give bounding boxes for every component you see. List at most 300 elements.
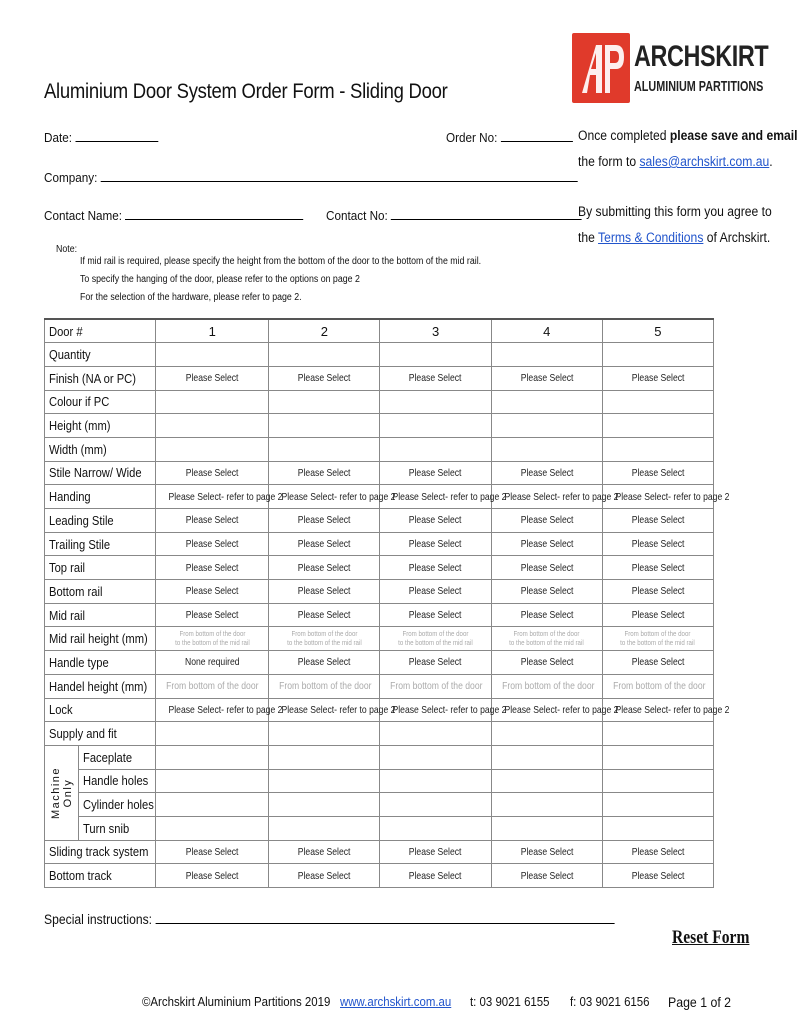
row-label-height: [45, 414, 156, 438]
cell-bottom-1[interactable]: [156, 580, 269, 604]
cell-quantity-1[interactable]: [156, 343, 269, 367]
footer-page-number: Page 1 of 2: [668, 994, 732, 1010]
cell-track-3[interactable]: [380, 840, 491, 864]
table-row: [45, 722, 714, 746]
cell-width-2[interactable]: [269, 437, 380, 461]
footer-fax: f: 03 9021 6156: [570, 994, 650, 1009]
machine-only-line2: Only: [61, 778, 74, 808]
cell-handleh-3[interactable]: [380, 674, 491, 698]
table-row: [45, 390, 714, 414]
footer-copyright: ©Archskirt Aluminium Partitions 2019: [142, 994, 331, 1009]
cell-quantity-3[interactable]: [380, 343, 491, 367]
row-label-finish: [45, 366, 156, 390]
cell-stile-5[interactable]: [602, 461, 713, 485]
contact-name-field[interactable]: [44, 208, 303, 223]
cell-value: Please Select: [409, 514, 462, 527]
cell-top-2[interactable]: [269, 556, 380, 580]
cell-height-5[interactable]: [602, 414, 713, 438]
cell-btrack-1[interactable]: [156, 864, 269, 888]
cell-value: Please Select: [631, 372, 685, 385]
cell-supply-2[interactable]: [269, 722, 380, 746]
cell-value: Please Select: [631, 538, 685, 551]
submit-instructions: Once completed please save and email the form to sales@archskirt.com.au.: [578, 128, 798, 169]
order-no-input[interactable]: [501, 130, 573, 142]
row-label-leading: [45, 509, 156, 533]
cell-height-2[interactable]: [269, 414, 380, 438]
cell-handleholes-3[interactable]: [380, 769, 491, 793]
cell-value: Please Select- refer to page 2: [615, 703, 730, 716]
row-label-text: Faceplate: [83, 749, 133, 765]
mid-rail-hint-line2: to the bottom of the mid rail: [620, 638, 696, 648]
cell-value: Please Select: [298, 561, 351, 574]
cell-mid-4[interactable]: [491, 603, 602, 627]
row-label-text: Leading Stile: [49, 512, 114, 528]
cell-finish-4[interactable]: [491, 366, 602, 390]
cell-handleholes-2[interactable]: [269, 769, 380, 793]
row-label-supply: [45, 722, 156, 746]
table-row: [45, 840, 714, 864]
cell-midh-3[interactable]: [380, 627, 491, 651]
cell-value: Please Select: [298, 585, 351, 598]
row-label-text: Height (mm): [49, 418, 111, 434]
cell-btrack-4[interactable]: [491, 864, 602, 888]
cell-width-5[interactable]: [602, 437, 713, 461]
cell-lock-5[interactable]: [602, 698, 730, 722]
cell-lock-2[interactable]: [269, 698, 396, 722]
cell-value: Please Select: [298, 609, 351, 622]
cell-mid-3[interactable]: [380, 603, 491, 627]
cell-handing-5[interactable]: [602, 485, 730, 509]
cell-supply-5[interactable]: [602, 722, 713, 746]
cell-handle-5[interactable]: [602, 651, 713, 675]
cell-quantity-2[interactable]: [269, 343, 380, 367]
note-label: Note:: [56, 244, 78, 255]
contact-name-label: Contact Name:: [44, 208, 123, 223]
cell-finish-3[interactable]: [380, 366, 491, 390]
cell-top-3[interactable]: [380, 556, 491, 580]
cell-cylinder-2[interactable]: [269, 793, 380, 817]
cell-value: Please Select: [298, 656, 351, 669]
mid-rail-hint-line1: From bottom of the door: [513, 629, 580, 639]
row-label-turnsnib: [79, 816, 156, 840]
cell-value: Please Select: [185, 869, 239, 882]
cell-value: Please Select: [631, 869, 685, 882]
cell-top-5[interactable]: [602, 556, 713, 580]
cell-value: Please Select- refer to page 2: [281, 490, 396, 503]
cell-value: Please Select: [409, 538, 462, 551]
row-label-quantity: [45, 343, 156, 367]
cell-handle-3[interactable]: [380, 651, 491, 675]
cell-value: Please Select: [298, 845, 351, 858]
cell-value: Please Select- refer to page 2: [504, 703, 619, 716]
cell-value: Please Select: [185, 372, 239, 385]
cell-leading-2[interactable]: [269, 509, 380, 533]
row-label-text: Top rail: [49, 560, 86, 576]
cell-value: Please Select: [631, 561, 685, 574]
cell-value: Please Select: [409, 372, 462, 385]
header-door-label: [45, 319, 156, 343]
table-row: [45, 603, 714, 627]
footer-phone: t: 03 9021 6155: [470, 994, 550, 1009]
machine-only-text: [50, 767, 74, 819]
cell-value: Please Select: [631, 585, 685, 598]
row-label-text: Handing: [49, 489, 91, 505]
cell-value: Please Select: [185, 466, 239, 479]
table-row: [45, 461, 714, 485]
cell-handleh-4[interactable]: [491, 674, 602, 698]
cell-value: Please Select: [631, 656, 685, 669]
cell-stile-4[interactable]: [491, 461, 602, 485]
row-label-text: Lock: [49, 702, 73, 718]
cell-value: Please Select: [298, 514, 351, 527]
cell-leading-4[interactable]: [491, 509, 602, 533]
cell-value: Please Select: [631, 845, 685, 858]
row-label-text: Handel height (mm): [49, 678, 148, 694]
cell-value: Please Select: [409, 561, 462, 574]
row-label-bottom: [45, 580, 156, 604]
cell-bottom-2[interactable]: [269, 580, 380, 604]
cell-value: Please Select: [520, 514, 574, 527]
cell-mid-2[interactable]: [269, 603, 380, 627]
row-label-text: Trailing Stile: [49, 536, 111, 552]
contact-no-input[interactable]: [391, 208, 582, 220]
row-label-text: Sliding track system: [49, 844, 149, 860]
mid-rail-hint-line1: From bottom of the door: [291, 629, 358, 639]
cell-value: Please Select: [409, 609, 462, 622]
cell-value: Please Select: [409, 869, 462, 882]
door-column-header: 2: [269, 319, 380, 343]
cell-handing-4[interactable]: [491, 485, 619, 509]
cell-lock-3[interactable]: [380, 698, 507, 722]
cell-faceplate-3[interactable]: [380, 745, 491, 769]
row-label-stile: [45, 461, 156, 485]
row-label-text: Mid rail: [49, 607, 86, 623]
row-label-text: Quantity: [49, 347, 91, 363]
cell-cylinder-5[interactable]: [602, 793, 713, 817]
cell-value: From bottom of the door: [612, 680, 706, 693]
cell-value: From bottom of the door: [279, 680, 372, 693]
company-field[interactable]: [44, 170, 578, 185]
cell-colour-2[interactable]: [269, 390, 380, 414]
cell-value: Please Select: [520, 869, 574, 882]
cell-handing-3[interactable]: [380, 485, 507, 509]
cell-handle-4[interactable]: [491, 651, 602, 675]
cell-stile-2[interactable]: [269, 461, 380, 485]
mid-rail-hint-line1: From bottom of the door: [179, 629, 246, 639]
cell-handle-2[interactable]: [269, 651, 380, 675]
cell-supply-1[interactable]: [156, 722, 269, 746]
cell-value: Please Select: [185, 585, 239, 598]
cell-turnsnib-5[interactable]: [602, 816, 713, 840]
mid-rail-hint-line2: to the bottom of the mid rail: [398, 638, 473, 648]
row-label-text: Handle holes: [83, 773, 149, 789]
cell-finish-5[interactable]: [602, 366, 713, 390]
cell-value: Please Select: [409, 845, 462, 858]
cell-colour-1[interactable]: [156, 390, 269, 414]
cell-handleholes-5[interactable]: [602, 769, 713, 793]
mid-rail-hint-line2: to the bottom of the mid rail: [287, 638, 362, 648]
table-row: [45, 414, 714, 438]
table-row: [45, 627, 714, 651]
cell-trailing-3[interactable]: [380, 532, 491, 556]
cell-midh-1[interactable]: [156, 627, 269, 651]
cell-value: Please Select: [298, 538, 351, 551]
mid-rail-hint: [621, 629, 696, 647]
mid-rail-hint: [509, 629, 584, 647]
cell-handleholes-4[interactable]: [491, 769, 602, 793]
row-label-text: Mid rail height (mm): [49, 631, 148, 647]
cell-handle-1[interactable]: [156, 651, 269, 675]
row-label-text: Supply and fit: [49, 726, 117, 742]
table-row: [45, 864, 714, 888]
cell-value: Please Select: [185, 538, 239, 551]
cell-handing-2[interactable]: [269, 485, 396, 509]
door-column-header: 1: [156, 319, 269, 343]
company-input[interactable]: [101, 170, 578, 182]
reset-form-button[interactable]: Reset Form: [672, 927, 750, 948]
table-row: [45, 580, 714, 604]
cell-value: Please Select- refer to page 2: [168, 490, 283, 503]
cell-trailing-4[interactable]: [491, 532, 602, 556]
cell-bottom-4[interactable]: [491, 580, 602, 604]
table-row: [45, 769, 714, 793]
table-row: [45, 485, 714, 509]
cell-width-3[interactable]: [380, 437, 491, 461]
row-label-width: [45, 437, 156, 461]
cell-turnsnib-4[interactable]: [491, 816, 602, 840]
cell-faceplate-5[interactable]: [602, 745, 713, 769]
terms-notice: By submitting this form you agree to the Terms & Conditions of Archskirt.: [578, 204, 772, 245]
footer-website-link[interactable]: www.archskirt.com.au: [340, 994, 452, 1009]
cell-lock-1[interactable]: [156, 698, 283, 722]
cell-faceplate-4[interactable]: [491, 745, 602, 769]
cell-supply-3[interactable]: [380, 722, 491, 746]
row-label-text: Bottom track: [49, 868, 112, 884]
row-label-btrack: [45, 864, 156, 888]
cell-quantity-5[interactable]: [602, 343, 713, 367]
row-label-handle: [45, 651, 156, 675]
ap-logo-icon: [572, 33, 630, 103]
cell-value: Please Select: [520, 585, 574, 598]
cell-value: Please Select: [520, 609, 574, 622]
cell-cylinder-4[interactable]: [491, 793, 602, 817]
cell-finish-1[interactable]: [156, 366, 269, 390]
door-column-header: 5: [602, 319, 713, 343]
cell-leading-3[interactable]: [380, 509, 491, 533]
form-title: Aluminium Door System Order Form - Sliding Door: [44, 80, 448, 103]
row-label-text: Handle type: [49, 654, 109, 670]
cell-handleh-5[interactable]: [602, 674, 713, 698]
header-door-text: Door #: [49, 323, 83, 339]
table-row: [45, 745, 714, 769]
table-row: [45, 509, 714, 533]
date-label: Date:: [44, 130, 72, 145]
cell-btrack-2[interactable]: [269, 864, 380, 888]
cell-turnsnib-2[interactable]: [269, 816, 380, 840]
cell-value: Please Select: [520, 538, 574, 551]
cell-width-1[interactable]: [156, 437, 269, 461]
machine-only-label: [45, 745, 79, 840]
row-label-cylinder: [79, 793, 156, 817]
cell-value: Please Select: [185, 609, 239, 622]
cell-value: Please Select: [185, 514, 239, 527]
machine-only-line1: Machine: [49, 766, 62, 819]
cell-mid-1[interactable]: [156, 603, 269, 627]
cell-value: Please Select: [520, 656, 574, 669]
cell-handing-1[interactable]: [156, 485, 283, 509]
cell-cylinder-1[interactable]: [156, 793, 269, 817]
terms-link[interactable]: Terms & Conditions: [598, 230, 704, 245]
cell-trailing-5[interactable]: [602, 532, 713, 556]
cell-track-2[interactable]: [269, 840, 380, 864]
cell-handleh-2[interactable]: [269, 674, 380, 698]
cell-track-1[interactable]: [156, 840, 269, 864]
note-lines: If mid rail is required, please specify the height from the bottom of the door to the bottom of the mid rail. To specify the hanging of the door, please refer to the options on page 2 For the selection of the hardware, please refer to page 2.: [80, 256, 482, 303]
table-row: [45, 319, 714, 343]
date-field[interactable]: [44, 130, 158, 145]
row-label-handing: [45, 485, 156, 509]
cell-track-5[interactable]: [602, 840, 713, 864]
row-label-text: Width (mm): [49, 441, 107, 457]
cell-leading-1[interactable]: [156, 509, 269, 533]
cell-btrack-5[interactable]: [602, 864, 713, 888]
cell-midh-2[interactable]: [269, 627, 380, 651]
order-table: [44, 318, 730, 888]
cell-height-3[interactable]: [380, 414, 491, 438]
mid-rail-hint: [287, 629, 362, 647]
cell-width-4[interactable]: [491, 437, 602, 461]
table-row: [45, 651, 714, 675]
cell-colour-3[interactable]: [380, 390, 491, 414]
cell-value: Please Select: [298, 869, 351, 882]
table-row: [45, 556, 714, 580]
cell-turnsnib-1[interactable]: [156, 816, 269, 840]
table-row: [45, 343, 714, 367]
cell-value: From bottom of the door: [166, 680, 259, 693]
cell-handleh-1[interactable]: [156, 674, 269, 698]
cell-trailing-2[interactable]: [269, 532, 380, 556]
cell-value: Please Select: [185, 845, 239, 858]
cell-height-4[interactable]: [491, 414, 602, 438]
cell-colour-4[interactable]: [491, 390, 602, 414]
row-label-midh: [45, 627, 156, 651]
cell-height-1[interactable]: [156, 414, 269, 438]
row-label-text: Stile Narrow/ Wide: [49, 465, 142, 481]
row-label-text: Bottom rail: [49, 583, 103, 599]
cell-stile-1[interactable]: [156, 461, 269, 485]
cell-turnsnib-3[interactable]: [380, 816, 491, 840]
cell-value: Please Select: [520, 466, 574, 479]
date-input[interactable]: [75, 130, 158, 142]
company-label: Company:: [44, 170, 98, 185]
logo-mark: [572, 33, 630, 103]
cell-value: Please Select: [520, 561, 574, 574]
special-instructions-label: Special instructions:: [44, 912, 153, 927]
row-label-handleholes: [79, 769, 156, 793]
cell-trailing-1[interactable]: [156, 532, 269, 556]
cell-value: From bottom of the door: [501, 680, 595, 693]
cell-mid-5[interactable]: [602, 603, 713, 627]
cell-btrack-3[interactable]: [380, 864, 491, 888]
cell-value: Please Select- refer to page 2: [504, 490, 619, 503]
row-label-faceplate: [79, 745, 156, 769]
cell-finish-2[interactable]: [269, 366, 380, 390]
table-row: [45, 793, 714, 817]
cell-value: Please Select- refer to page 2: [615, 490, 730, 503]
mid-rail-hint-line2: to the bottom of the mid rail: [174, 638, 250, 648]
table-row: [45, 366, 714, 390]
cell-handleholes-1[interactable]: [156, 769, 269, 793]
row-label-colour: [45, 390, 156, 414]
row-label-text: Cylinder holes: [83, 797, 155, 813]
special-instructions-input[interactable]: [155, 912, 614, 924]
cell-value: Please Select- refer to page 2: [168, 703, 283, 716]
cell-top-4[interactable]: [491, 556, 602, 580]
cell-lock-4[interactable]: [491, 698, 619, 722]
cell-bottom-5[interactable]: [602, 580, 713, 604]
row-label-trailing: [45, 532, 156, 556]
contact-name-input[interactable]: [125, 208, 303, 220]
cell-midh-4[interactable]: [491, 627, 602, 651]
cell-track-4[interactable]: [491, 840, 602, 864]
table-row: [45, 698, 714, 722]
contact-no-field[interactable]: [326, 208, 582, 223]
email-link[interactable]: sales@archskirt.com.au: [639, 154, 770, 169]
row-label-text: Finish (NA or PC): [49, 370, 136, 386]
logo-subtitle: ALUMINIUM PARTITIONS: [634, 78, 764, 95]
cell-supply-4[interactable]: [491, 722, 602, 746]
row-label-lock: [45, 698, 156, 722]
cell-value: Please Select- refer to page 2: [392, 490, 507, 503]
cell-leading-5[interactable]: [602, 509, 713, 533]
table-row: [45, 437, 714, 461]
cell-top-1[interactable]: [156, 556, 269, 580]
row-label-mid: [45, 603, 156, 627]
contact-no-label: Contact No:: [326, 208, 388, 223]
cell-value: None required: [184, 656, 240, 669]
row-label-text: Turn snib: [83, 820, 130, 836]
row-label-track: [45, 840, 156, 864]
cell-value: Please Select: [298, 372, 351, 385]
cell-value: Please Select: [298, 466, 351, 479]
cell-value: Please Select: [409, 585, 462, 598]
order-no-field[interactable]: [446, 130, 573, 145]
cell-cylinder-3[interactable]: [380, 793, 491, 817]
mid-rail-hint-line1: From bottom of the door: [402, 629, 469, 639]
cell-bottom-3[interactable]: [380, 580, 491, 604]
cell-value: Please Select- refer to page 2: [392, 703, 507, 716]
special-instructions-field[interactable]: [44, 912, 614, 927]
cell-faceplate-1[interactable]: [156, 745, 269, 769]
table-row: [45, 674, 714, 698]
cell-value: Please Select: [409, 466, 462, 479]
cell-colour-5[interactable]: [602, 390, 713, 414]
door-column-header: 3: [380, 319, 491, 343]
cell-midh-5[interactable]: [602, 627, 713, 651]
cell-faceplate-2[interactable]: [269, 745, 380, 769]
cell-value: Please Select- refer to page 2: [281, 703, 396, 716]
cell-value: Please Select: [409, 656, 462, 669]
table-row: [45, 816, 714, 840]
cell-value: Please Select: [631, 514, 685, 527]
cell-quantity-4[interactable]: [491, 343, 602, 367]
cell-value: Please Select: [631, 466, 685, 479]
row-label-handleh: [45, 674, 156, 698]
logo-word: ARCHSKIRT: [634, 40, 769, 73]
cell-stile-3[interactable]: [380, 461, 491, 485]
mid-rail-hint: [175, 629, 250, 647]
cell-value: Please Select: [520, 845, 574, 858]
